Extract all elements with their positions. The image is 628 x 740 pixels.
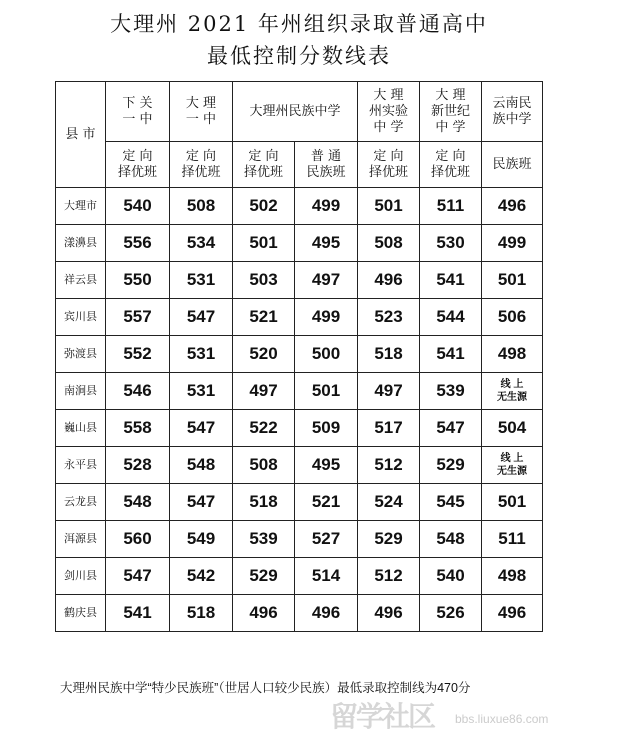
score-cell: 502 [233,188,295,225]
class-header: 定 向 择优班 [106,142,170,188]
title-line-1: 大理州 2021 年州组织录取普通高中 [110,12,488,36]
footnote: 大理州民族中学“特少民族班”（世居人口较少民族）最低录取控制线为470分 [60,681,471,695]
score-cell: 498 [482,558,543,595]
score-cell: 508 [358,225,420,262]
score-cell: 518 [358,336,420,373]
score-cell: 496 [358,262,420,299]
score-cell: 495 [295,447,358,484]
county-cell: 漾濞县 [56,225,106,262]
table-row [56,521,543,558]
score-table [55,81,543,632]
score-cell: 498 [482,336,543,373]
table-row [56,336,543,373]
table-row [56,558,543,595]
score-cell: 539 [420,373,482,410]
score-cell: 523 [358,299,420,336]
score-cell: 548 [106,484,170,521]
score-cell: 531 [170,262,233,299]
score-cell: 512 [358,447,420,484]
watermark-url: bbs.liuxue86.com [455,712,549,726]
score-cell: 521 [233,299,295,336]
score-cell: 518 [170,595,233,632]
score-cell: 501 [295,373,358,410]
score-cell: 526 [420,595,482,632]
score-cell: 560 [106,521,170,558]
score-cell: 514 [295,558,358,595]
score-cell: 557 [106,299,170,336]
county-cell: 大理市 [56,188,106,225]
score-cell: 540 [420,558,482,595]
score-cell: 496 [358,595,420,632]
score-cell: 501 [358,188,420,225]
county-cell: 剑川县 [56,558,106,595]
score-cell: 550 [106,262,170,299]
header-row-classes [56,142,543,188]
score-cell: 547 [170,410,233,447]
county-cell: 弥渡县 [56,336,106,373]
table-row [56,373,543,410]
class-header: 定 向 择优班 [170,142,233,188]
table-row [56,262,543,299]
school-header: 下 关 一 中 [106,82,170,142]
county-cell: 鹤庆县 [56,595,106,632]
class-header: 普 通 民族班 [295,142,358,188]
score-cell: 547 [170,299,233,336]
score-cell: 501 [233,225,295,262]
county-cell: 洱源县 [56,521,106,558]
score-cell: 503 [233,262,295,299]
score-cell: 544 [420,299,482,336]
score-cell: 547 [420,410,482,447]
school-header: 大 理 一 中 [170,82,233,142]
title-line-2: 最低控制分数线表 [207,44,391,68]
score-cell: 524 [358,484,420,521]
score-cell: 496 [233,595,295,632]
score-cell: 552 [106,336,170,373]
score-cell: 496 [482,188,543,225]
score-cell: 509 [295,410,358,447]
score-cell: 499 [482,225,543,262]
score-cell: 547 [106,558,170,595]
score-cell: 549 [170,521,233,558]
score-cell: 511 [482,521,543,558]
score-cell: 499 [295,299,358,336]
score-cell: 496 [295,595,358,632]
score-cell: 531 [170,373,233,410]
county-cell: 永平县 [56,447,106,484]
class-header: 定 向 择优班 [233,142,295,188]
score-cell: 558 [106,410,170,447]
score-cell: 508 [233,447,295,484]
score-cell: 541 [106,595,170,632]
score-cell: 线 上 无生源 [482,447,543,484]
score-cell: 501 [482,484,543,521]
score-cell: 511 [420,188,482,225]
score-cell: 529 [420,447,482,484]
table-row [56,410,543,447]
county-cell: 宾川县 [56,299,106,336]
county-cell: 祥云县 [56,262,106,299]
county-cell: 巍山县 [56,410,106,447]
table-row [56,447,543,484]
score-cell: 556 [106,225,170,262]
score-cell: 497 [233,373,295,410]
score-cell: 540 [106,188,170,225]
score-cell: 504 [482,410,543,447]
school-header: 云南民 族中学 [482,82,543,142]
score-cell: 500 [295,336,358,373]
class-header: 定 向 择优班 [358,142,420,188]
score-cell: 541 [420,336,482,373]
score-cell: 531 [170,336,233,373]
score-cell: 529 [233,558,295,595]
score-cell: 548 [170,447,233,484]
score-cell: 546 [106,373,170,410]
score-cell: 521 [295,484,358,521]
score-cell: 548 [420,521,482,558]
score-cell: 517 [358,410,420,447]
score-cell: 527 [295,521,358,558]
table-row [56,225,543,262]
score-cell: 530 [420,225,482,262]
score-cell: 496 [482,595,543,632]
score-cell: 528 [106,447,170,484]
score-cell: 512 [358,558,420,595]
score-cell: 501 [482,262,543,299]
table-row [56,299,543,336]
school-header: 大 理 州实验 中 学 [358,82,420,142]
score-cell: 520 [233,336,295,373]
county-header: 县 市 [56,82,106,188]
county-cell: 云龙县 [56,484,106,521]
score-cell: 497 [358,373,420,410]
header-row-schools [56,82,543,142]
score-cell: 495 [295,225,358,262]
score-cell: 539 [233,521,295,558]
score-cell: 534 [170,225,233,262]
county-cell: 南涧县 [56,373,106,410]
table-row [56,484,543,521]
school-header: 大 理 新世纪 中 学 [420,82,482,142]
score-cell: 547 [170,484,233,521]
score-cell: 线 上 无生源 [482,373,543,410]
table-row [56,595,543,632]
score-cell: 506 [482,299,543,336]
score-cell: 541 [420,262,482,299]
score-cell: 518 [233,484,295,521]
score-cell: 529 [358,521,420,558]
score-cell: 497 [295,262,358,299]
watermark-logo: 留学社区 [330,701,435,732]
score-cell: 542 [170,558,233,595]
class-header: 民族班 [482,142,543,188]
table-row [56,188,543,225]
score-cell: 499 [295,188,358,225]
score-cell: 522 [233,410,295,447]
class-header: 定 向 择优班 [420,142,482,188]
school-header: 大理州民族中学 [233,82,358,142]
score-cell: 508 [170,188,233,225]
score-cell: 545 [420,484,482,521]
